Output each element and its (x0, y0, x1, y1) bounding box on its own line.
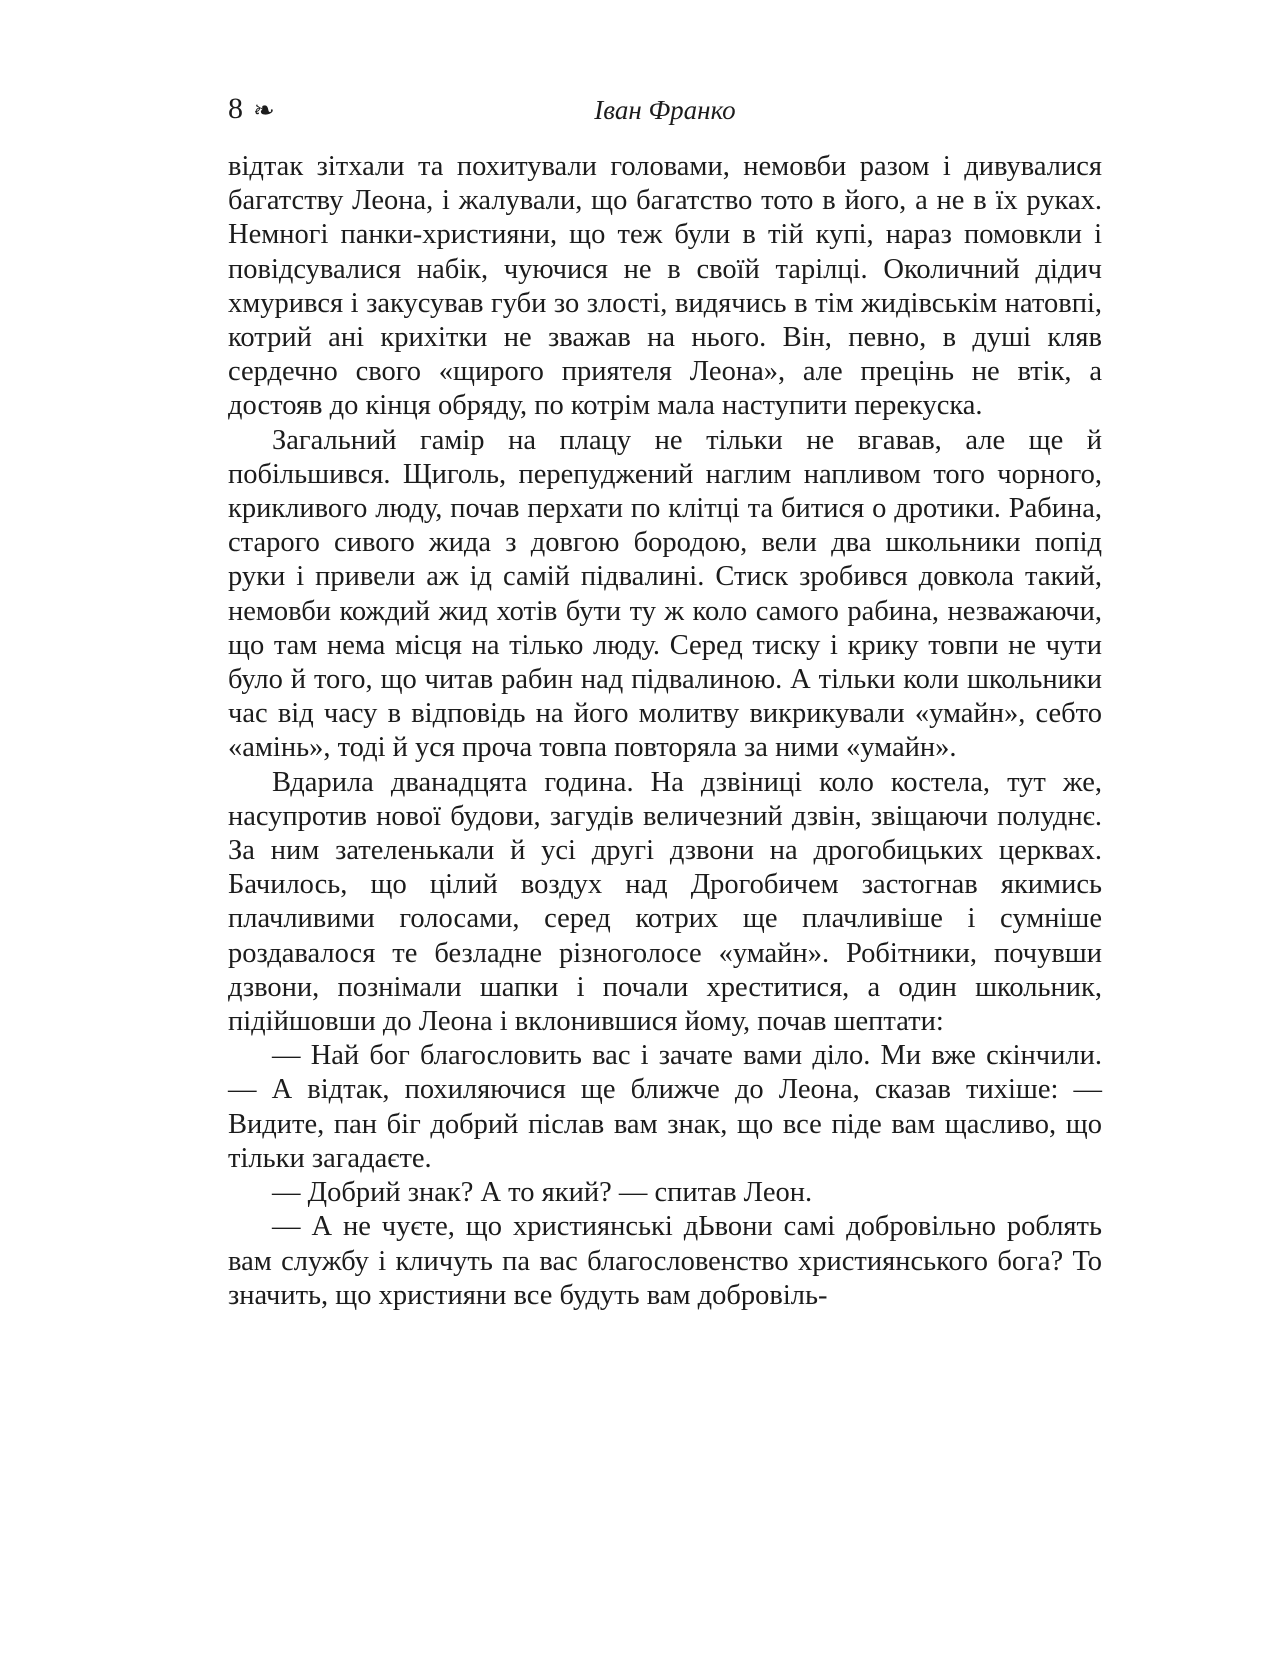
paragraph-3: Вдарила дванадцята година. На дзвіниці коло костела, тут же, насупротив нової будови, загудів величезний дзвін, звіщаючи полуднє. За ним зателенькали й усі другі дзвони на дрогобицьких церквах. Бачилось, що цілий воздух над Дрогобичем застогнав якимись плачливими голосами, серед котрих ще плачливіше і сумніше роздавалося те безладне різноголосе «умайн». Робітники, почувши дзвони, познімали шапки і почали хреститися, а один школьник, підійшовши до Леона і вклонившися йому, почав шептати: (228, 766, 1102, 1038)
page-header (228, 92, 1102, 132)
paragraph-2: Загальний гамір на плацу не тільки не вгавав, але ще й побільшився. Щиголь, перепуджений наглим напливом того чорного, крикливого люду, почав перхати по клітці та битися о дротики. Рабина, старого сивого жида з довгою бородою, вели два школьники попід руки і привели аж ід самій підвалині. Стиск зробився довкола такий, немовби кождий жид хотів бути ту ж коло самого рабина, незважаючи, що там нема місця на тілько люду. Серед тиску і крику товпи не чути було й того, що читав рабин над підвалиною. А тільки коли школьники час від часу в відповідь на його молитву викрикували «умайн», себто «амінь», тоді й уся проча товпа повторяла за ними «умайн». (228, 424, 1102, 764)
paragraph-1: відтак зітхали та похитували головами, немовби разом і дивувалися багатству Леона, і жалували, що багатство тото в його, а не в їх руках. Немногі панки-християни, що теж були в тій купі, нараз помовкли і повідсувалися набік, чуючися не в своїй тарілці. Околичний дідич хмурився і закусував губи зо злості, видячись в тім жидівськім натовпі, котрий ані крихітки не зважав на нього. Він, певно, в душі кляв сердечно свого «щирого приятеля Леона», але прецінь не втік, а достояв до кінця обряду, по котрім мала наступити перекуска. (228, 151, 1102, 422)
page-number: 8 (228, 92, 243, 125)
text-block (228, 150, 1102, 1313)
running-title: Іван Франко (594, 95, 736, 125)
paragraph-6-dialogue: — А не чуєте, що християнські дЬвони самі добровільно роблять вам службу і кличуть па вас благословенство християнського бога? То значить, що християни все будуть вам добровіль- (228, 1211, 1102, 1311)
paragraph-5-dialogue: — Добрий знак? А то який? — спитав Леон. (272, 1177, 813, 1209)
paragraph-4-dialogue: — Най бог благословить вас і зачате вами діло. Ми вже скінчили. — А відтак, похиляючися ще ближче до Леона, сказав тихіше: — Видите, пан біг добрий післав вам знак, що все піде вам щасливо, що тільки загадаєте. (228, 1040, 1102, 1174)
fleuron-ornament-icon: ❧ (253, 96, 275, 125)
